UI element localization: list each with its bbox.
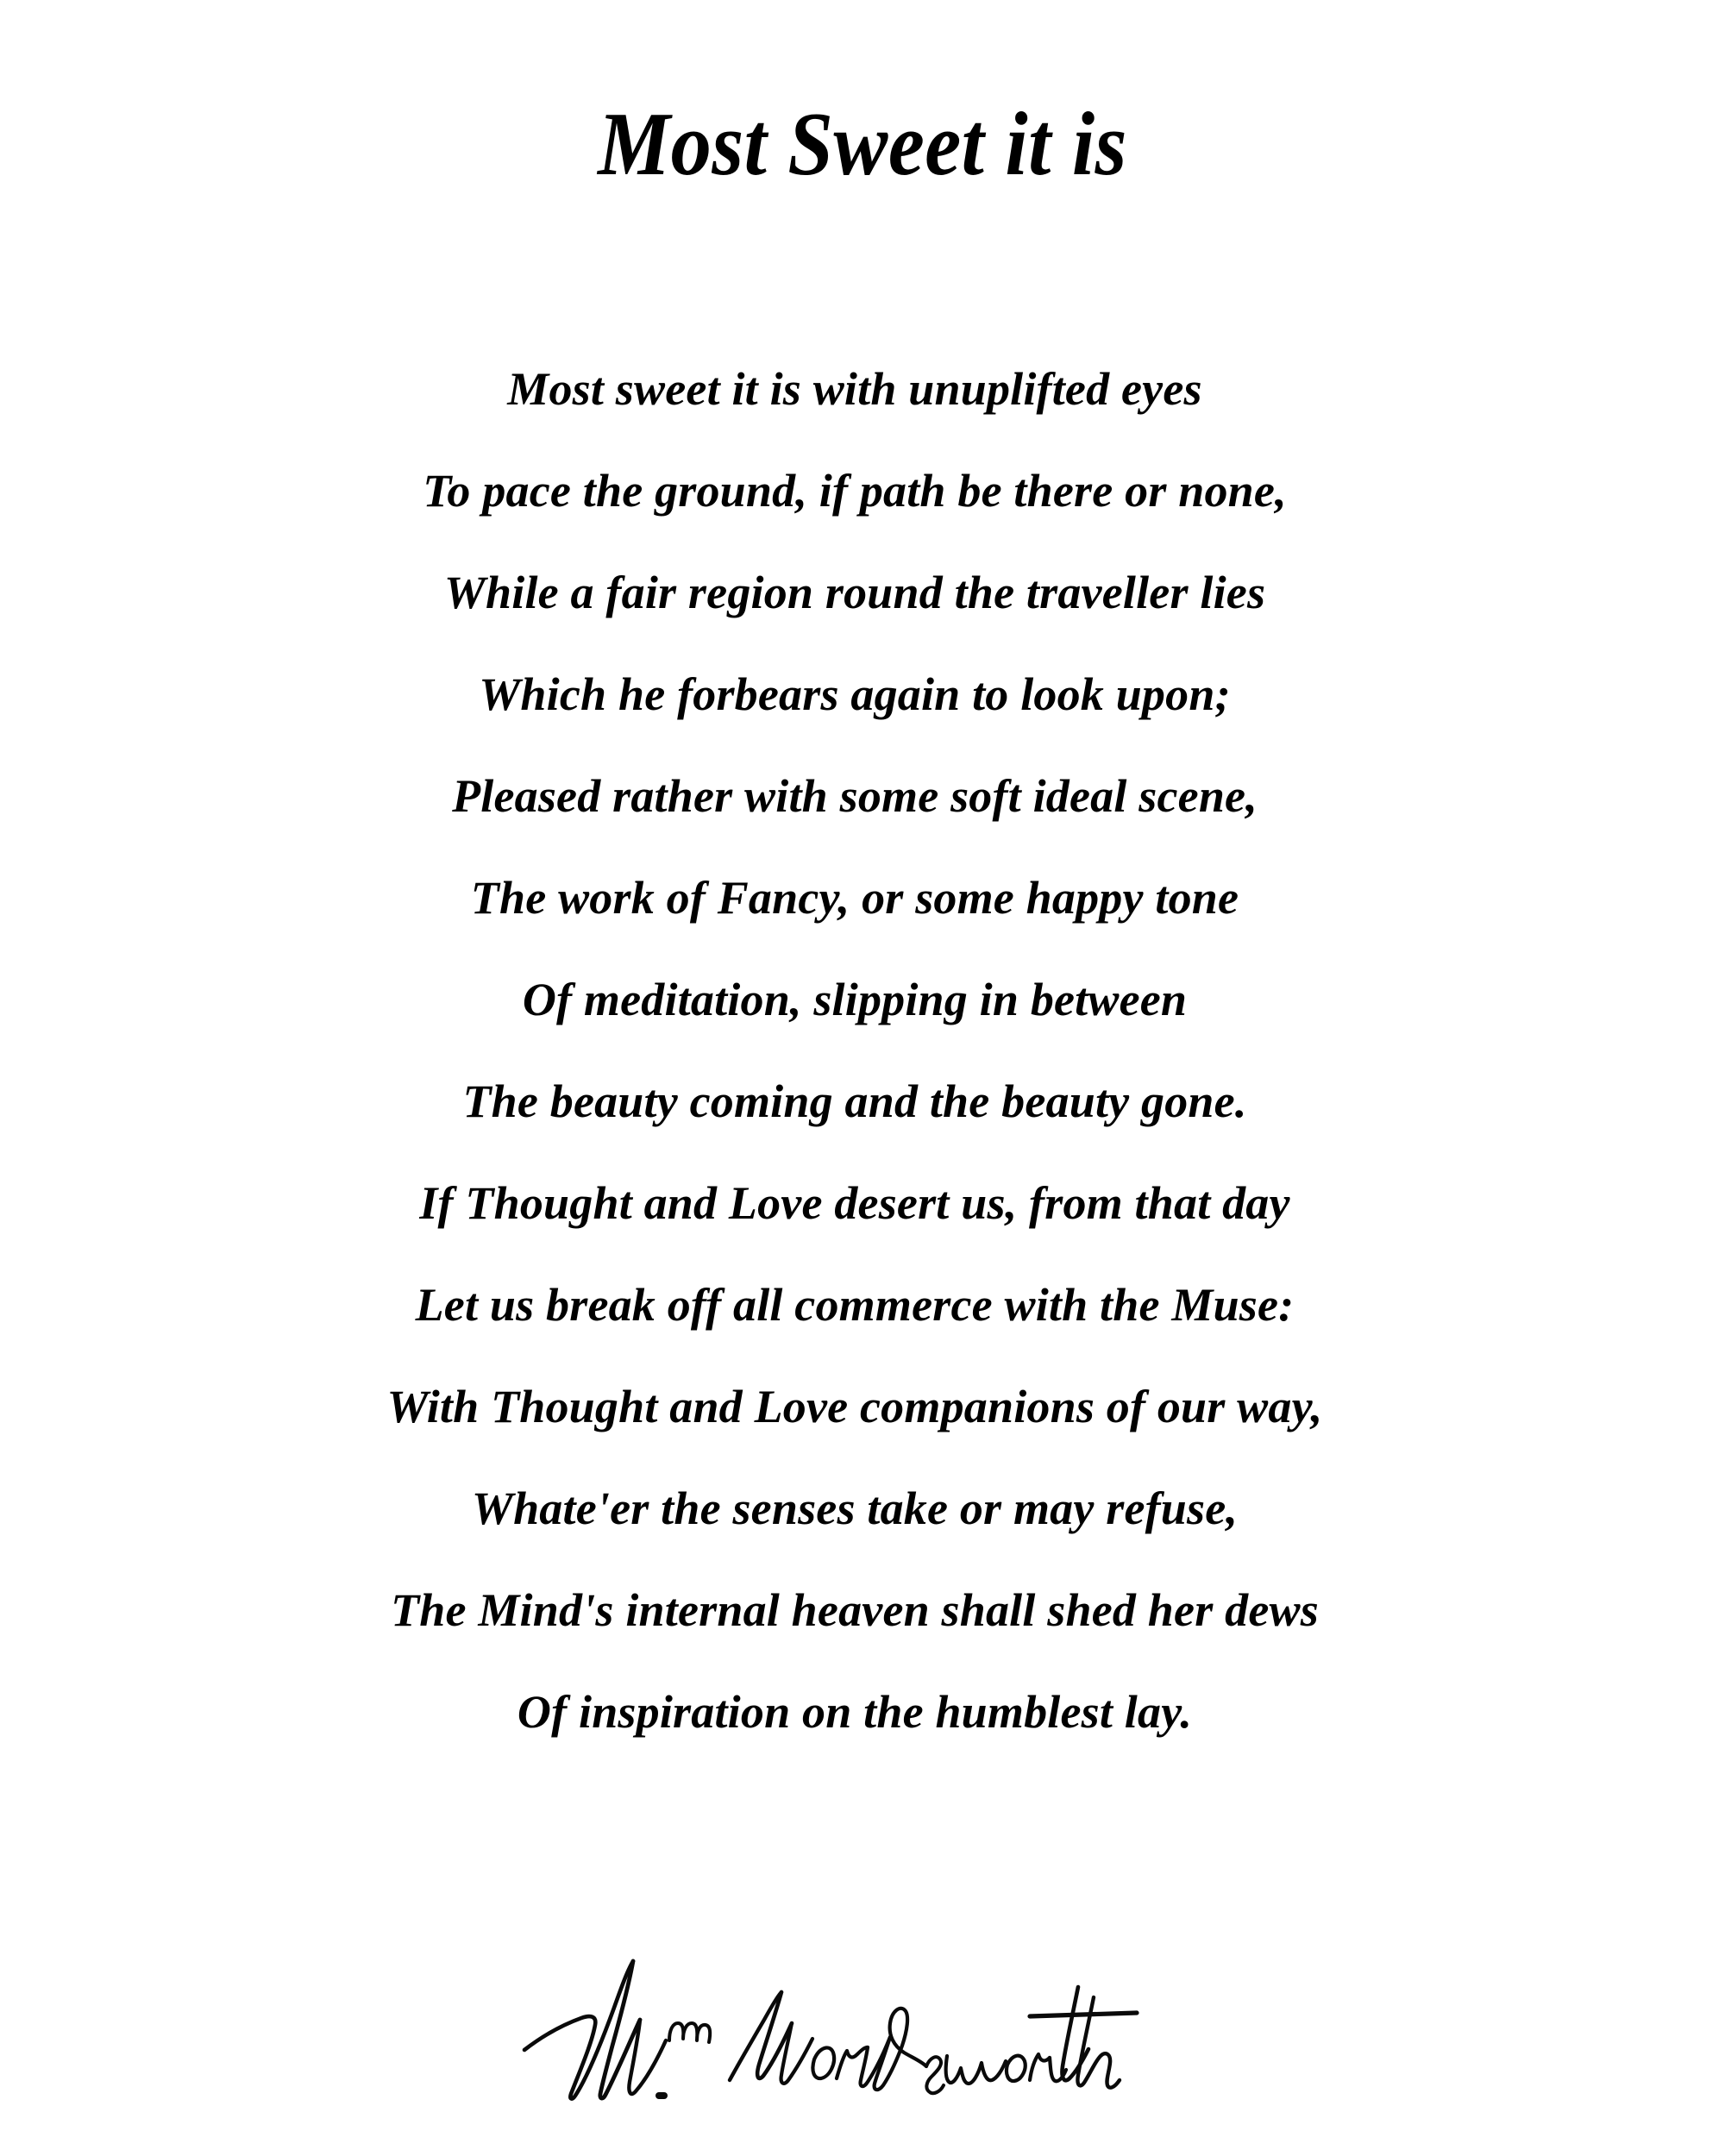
author-signature xyxy=(518,1951,1208,2132)
poem-line: Let us break off all commerce with the Muse: xyxy=(415,1279,1295,1331)
poem-line: Most sweet it is with unuplifted eyes xyxy=(507,363,1202,415)
poem-line: While a fair region round the traveller lies xyxy=(443,567,1266,618)
poem-line: Whate'er the senses take or may refuse, xyxy=(471,1482,1239,1534)
poem-line: If Thought and Love desert us, from that day xyxy=(419,1177,1290,1229)
poem-line: The beauty coming and the beauty gone. xyxy=(462,1075,1247,1127)
signature-ink-icon xyxy=(518,1951,1208,2132)
poem-line: With Thought and Love companions of our way, xyxy=(386,1381,1323,1432)
poem-line: To pace the ground, if path be there or none, xyxy=(423,465,1287,517)
poem-line: Of meditation, slipping in between xyxy=(522,974,1188,1025)
poem-line: Of inspiration on the humblest lay. xyxy=(517,1686,1193,1738)
poem-line: Pleased rather with some soft ideal scene, xyxy=(452,770,1258,822)
poem-line: The work of Fancy, or some happy tone xyxy=(470,872,1239,924)
page-title: Most Sweet it is xyxy=(598,93,1127,195)
poem-line: Which he forbears again to look upon; xyxy=(479,668,1231,720)
poem-line: The Mind's internal heaven shall shed her dews xyxy=(391,1584,1319,1636)
poem-body xyxy=(0,338,1725,1763)
